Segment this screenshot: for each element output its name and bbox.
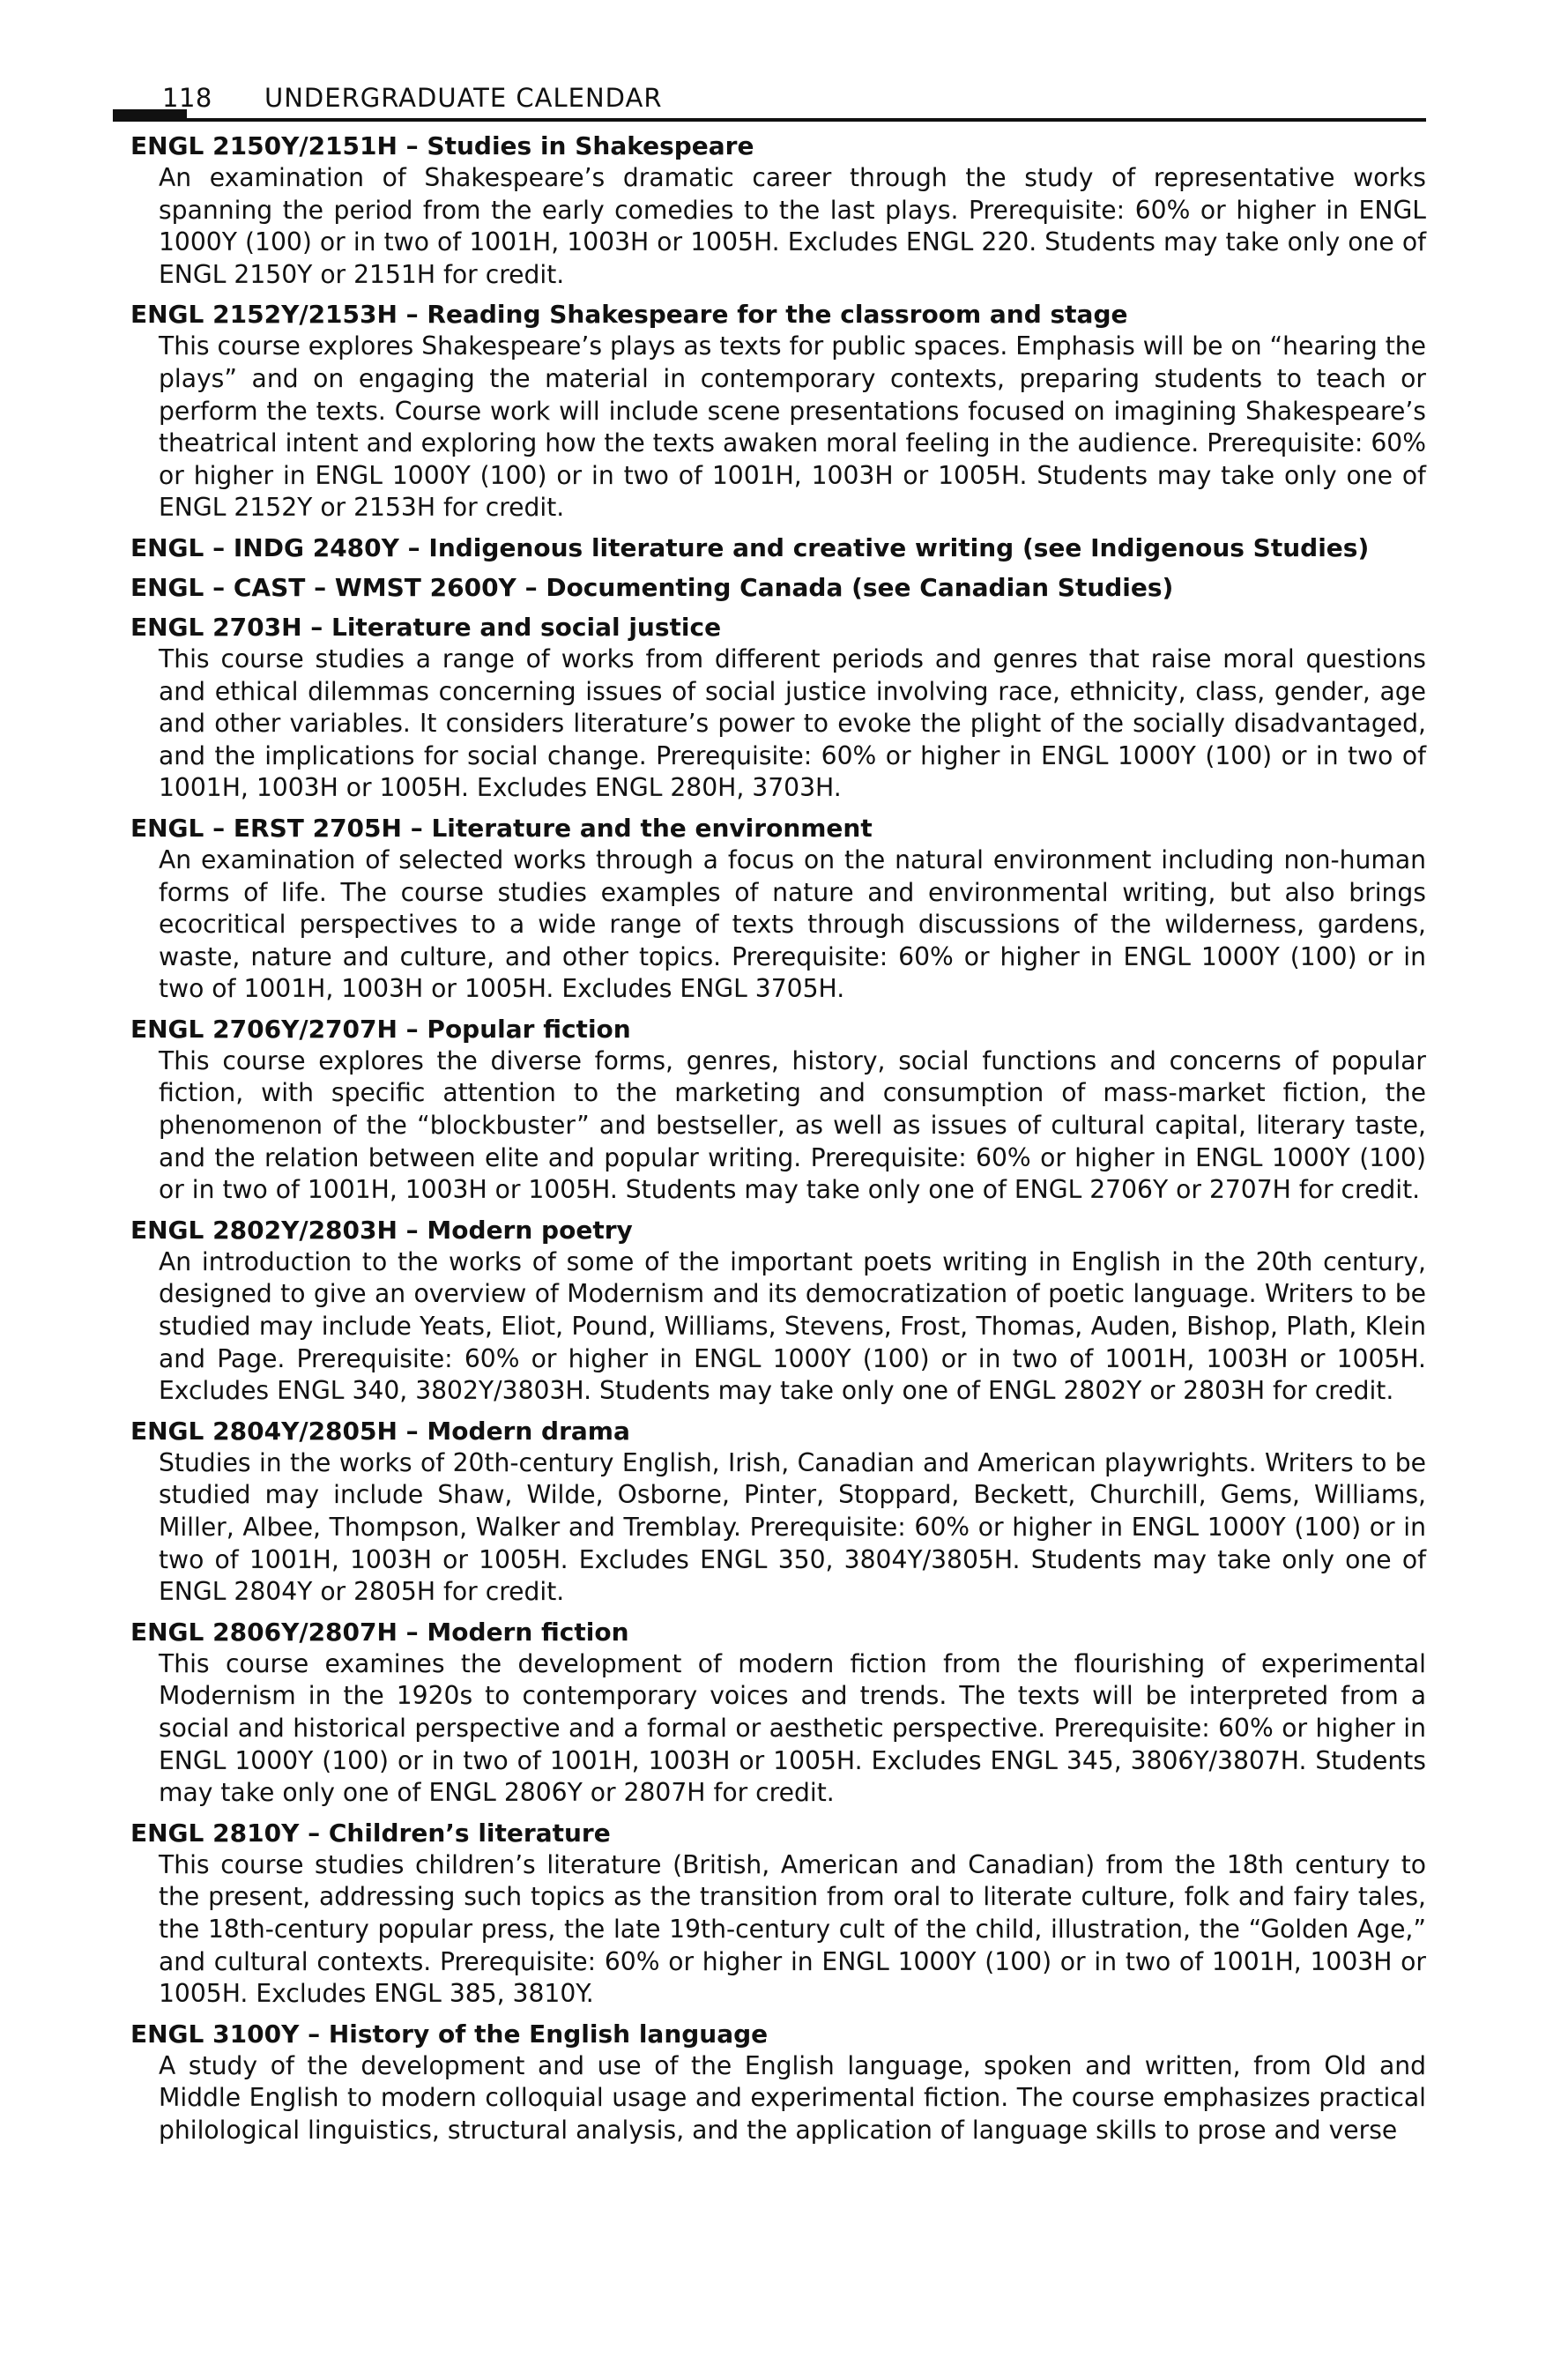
running-title: UNDERGRADUATE CALENDAR — [264, 83, 663, 113]
course-description: This course examines the development of modern fiction from the flourishing of experimental Modernism in the 1920s to contemporary voices and trends. The texts will be interpreted from a social and historical perspective and a formal or aesthetic perspective. Prerequisite: 60% or higher in ENGL 1000Y (100) or in two of 1001H, 1003H or 1005H. Excludes ENGL 345, 3806Y/3807H. Students may take only one of ENGL 2806Y or 2807H for credit. — [159, 1648, 1426, 1808]
course-entry — [130, 299, 1426, 524]
course-description: This course explores the diverse forms, genres, history, social functions and concerns of popular fiction, with specific attention to the marketing and consumption of mass-market fiction, the phenomenon of the “blockbuster” and bestseller, as well as issues of cultural capital, literary taste, and the relation between elite and popular writing. Prerequisite: 60% or higher in ENGL 1000Y (100) or in two of 1001H, 1003H or 1005H. Students may take only one of ENGL 2706Y or 2707H for credit. — [159, 1045, 1426, 1205]
course-description: An introduction to the works of some of the important poets writing in English in the 20th century, designed to give an overview of Modernism and its democratization of poetic language. Writers to be studied may include Yeats, Eliot, Pound, Williams, Stevens, Frost, Thomas, Auden, Bishop, Plath, Klein and Page. Prerequisite: 60% or higher in ENGL 1000Y (100) or in two of 1001H, 1003H or 1005H. Excludes ENGL 340, 3802Y/3803H. Students may take only one of ENGL 2802Y or 2803H for credit. — [159, 1246, 1426, 1406]
course-entry — [130, 1818, 1426, 2011]
course-entry — [130, 130, 1426, 291]
course-title: ENGL – INDG 2480Y – Indigenous literature and creative writing (see Indigenous Studies) — [130, 532, 1370, 562]
course-description: This course explores Shakespeare’s plays as texts for public spaces. Emphasis will be on “hearing the plays” and on engaging the material in contemporary contexts, preparing students to teach or perform the texts. Course work will include scene presentations focused on imagining Shakespeare’s theatrical intent and exploring how the texts awaken moral feeling in the audience. Prerequisite: 60% or higher in ENGL 1000Y (100) or in two of 1001H, 1003H or 1005H. Students may take only one of ENGL 2152Y or 2153H for credit. — [159, 331, 1427, 523]
course-title: ENGL 2706Y/2707H – Popular fiction — [130, 1014, 631, 1044]
course-title: ENGL 2802Y/2803H – Modern poetry — [130, 1215, 633, 1245]
course-list — [130, 130, 1426, 2147]
course-description: An examination of Shakespeare’s dramatic career through the study of representative works spanning the period from the early comedies to the last plays. Prerequisite: 60% or higher in ENGL 1000Y (100) or in two of 1001H, 1003H or 1005H. Excludes ENGL 220. Students may take only one of ENGL 2150Y or 2151H for credit. — [159, 163, 1426, 289]
calendar-page — [130, 81, 1426, 2155]
course-title: ENGL 2810Y – Children’s literature — [130, 1818, 611, 1848]
course-entry — [130, 1416, 1426, 1609]
course-title: ENGL 2150Y/2151H – Studies in Shakespeare — [130, 131, 754, 160]
course-title: ENGL 2806Y/2807H – Modern fiction — [130, 1617, 629, 1647]
course-entry — [130, 532, 1426, 564]
course-title: ENGL – CAST – WMST 2600Y – Documenting Canada (see Canadian Studies) — [130, 572, 1174, 602]
course-title: ENGL 2703H – Literature and social justice — [130, 612, 722, 642]
course-entry — [130, 1617, 1426, 1810]
course-title: ENGL 3100Y – History of the English language — [130, 2019, 769, 2049]
course-entry — [130, 612, 1426, 805]
course-description: A study of the development and use of the English language, spoken and written, from Old and Middle English to modern colloquial usage and experimental fiction. The course emphasizes practical philological linguistics, structural analysis, and the application of language skills to prose and verse — [159, 2050, 1426, 2145]
page-header — [130, 81, 1426, 122]
course-title: ENGL 2152Y/2153H – Reading Shakespeare for the classroom and stage — [130, 300, 1128, 330]
course-entry — [130, 572, 1426, 604]
course-description: This course studies children’s literature (British, American and Canadian) from the 18th century to the present, addressing such topics as the transition from oral to literate culture, folk and fairy tales, the 18th-century popular press, the late 19th-century cult of the child, illustration, the “Golden Age,” and cultural contexts. Prerequisite: 60% or higher in ENGL 1000Y (100) or in two of 1001H, 1003H or 1005H. Excludes ENGL 385, 3810Y. — [159, 1849, 1426, 2009]
course-entry — [130, 813, 1426, 1006]
course-title: ENGL 2804Y/2805H – Modern drama — [130, 1416, 630, 1446]
page-number: 118 — [162, 83, 212, 113]
course-title: ENGL – ERST 2705H – Literature and the environment — [130, 813, 873, 843]
course-entry — [130, 1215, 1426, 1408]
course-entry — [130, 2019, 1426, 2147]
course-description: An examination of selected works through a focus on the natural environment including non-human forms of life. The course studies examples of nature and environmental writing, but also brings ecocritical perspectives to a wide range of texts through discussions of the wilderness, gardens, waste, nature and culture, and other topics. Prerequisite: 60% or higher in ENGL 1000Y (100) or in two of 1001H, 1003H or 1005H. Excludes ENGL 3705H. — [159, 844, 1426, 1004]
course-description: This course studies a range of works from different periods and genres that raise moral questions and ethical dilemmas concerning issues of social justice involving race, ethnicity, class, gender, age and other variables. It considers literature’s power to evoke the plight of the socially disadvantaged, and the implications for social change. Prerequisite: 60% or higher in ENGL 1000Y (100) or in two of 1001H, 1003H or 1005H. Excludes ENGL 280H, 3703H. — [159, 643, 1426, 803]
course-description: Studies in the works of 20th-century English, Irish, Canadian and American playwrights. Writers to be studied may include Shaw, Wilde, Osborne, Pinter, Stoppard, Beckett, Churchill, Gems, Williams, Miller, Albee, Thompson, Walker and Tremblay. Prerequisite: 60% or higher in ENGL 1000Y (100) or in two of 1001H, 1003H or 1005H. Excludes ENGL 350, 3804Y/3805H. Students may take only one of ENGL 2804Y or 2805H for credit. — [159, 1447, 1426, 1607]
course-entry — [130, 1014, 1426, 1207]
